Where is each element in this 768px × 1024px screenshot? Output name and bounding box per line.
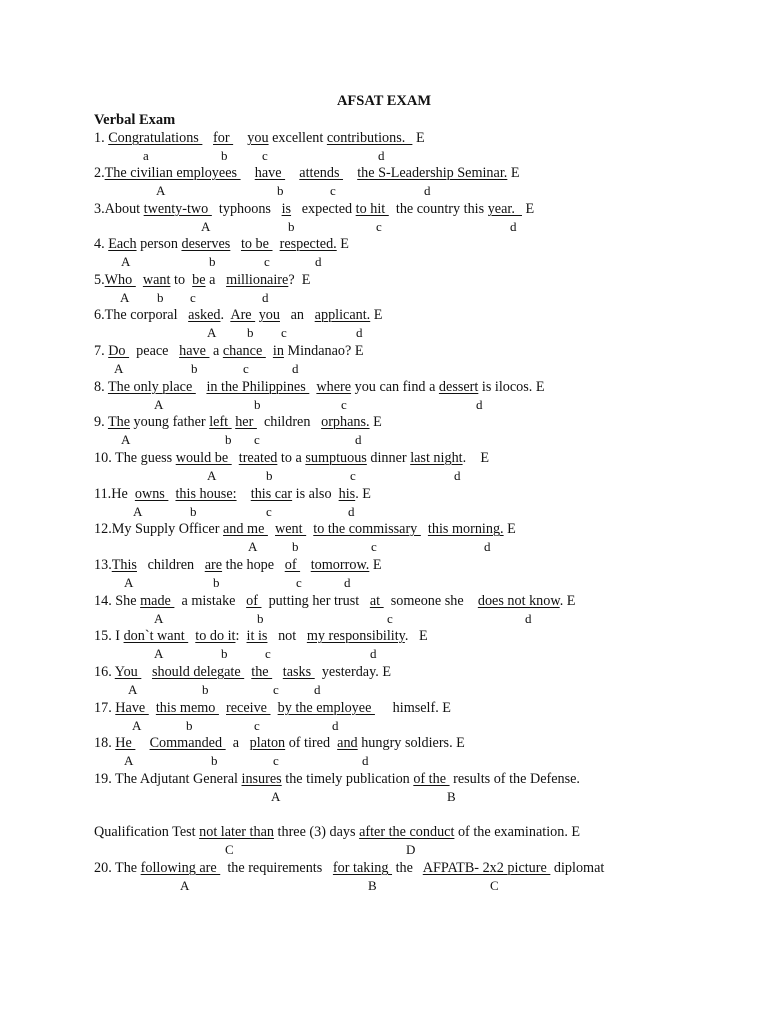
choice-letter: c (376, 219, 382, 234)
underlined-phrase: you (258, 307, 280, 323)
underlined-phrase: this memo (155, 700, 219, 716)
question-text (343, 165, 357, 181)
underlined-phrase: the (251, 664, 273, 680)
choice-letter: A (133, 504, 143, 519)
underlined-phrase: her (235, 414, 257, 430)
underlined-phrase: The (107, 414, 130, 430)
underlined-phrase: made (140, 593, 175, 609)
question-text: Mindanao? E (283, 343, 364, 359)
underlined-phrase: not later than (199, 824, 274, 840)
underlined-phrase: attends (299, 165, 344, 181)
choice-letter: c (341, 397, 347, 412)
choice-letter: c (262, 148, 268, 163)
underlined-phrase: his (338, 486, 356, 502)
choice-letter: c (254, 718, 260, 733)
choice-letter: b (209, 254, 216, 269)
choice-letter: A (207, 468, 217, 483)
choice-letter: B (368, 878, 377, 893)
choice-letter: b (247, 325, 254, 340)
question-text: 17. (94, 700, 116, 716)
underlined-phrase: tomorrow. (310, 557, 370, 573)
choice-letter: d (370, 646, 377, 661)
question-text: 12.My Supply Officer (94, 521, 223, 537)
choice-letter: A (121, 432, 131, 447)
choice-letter: c (266, 504, 272, 519)
underlined-phrase: AFPATB- 2x2 picture (422, 860, 551, 876)
choice-letter: d (314, 682, 321, 697)
question-text: person (136, 236, 182, 252)
choice-letter: b (157, 290, 164, 305)
underlined-phrase: left (209, 414, 232, 430)
question-text (272, 664, 283, 680)
question-text: 20. The (94, 860, 141, 876)
question-text: E (370, 307, 383, 323)
choice-letter: b (221, 646, 228, 661)
underlined-phrase: applicant. (314, 307, 371, 323)
choice-letter: A (180, 878, 190, 893)
question-text: three (3) days (273, 824, 360, 840)
underlined-phrase: went (275, 521, 307, 537)
question-text: putting her trust (261, 593, 370, 609)
question-text: 18. (94, 735, 116, 751)
underlined-phrase: at (369, 593, 384, 609)
underlined-phrase: my responsibility (306, 628, 405, 644)
underlined-phrase: this morning. (427, 521, 504, 537)
question-text (421, 521, 428, 537)
question-text: 16. (94, 664, 115, 680)
choice-letter: C (225, 842, 234, 857)
underlined-phrase: to the commissary (313, 521, 421, 537)
question-text: children (256, 414, 322, 430)
underlined-phrase: platon (249, 735, 286, 751)
underlined-phrase: and me (223, 521, 268, 537)
question-line (94, 486, 371, 503)
question-line (94, 414, 382, 431)
question-line (94, 521, 516, 538)
question-line (94, 628, 428, 645)
question-line (94, 201, 534, 218)
choice-letter: A (124, 753, 134, 768)
underlined-phrase: twenty-two (143, 201, 212, 217)
question-text: the hope (222, 557, 285, 573)
question-text (268, 521, 275, 537)
choice-letter: d (315, 254, 322, 269)
question-text: of the examination. E (454, 824, 581, 840)
question-line (94, 824, 580, 841)
choice-letter: b (292, 539, 299, 554)
question-line (94, 379, 545, 396)
question-text: 15. I (94, 628, 124, 644)
choice-letter: c (273, 753, 279, 768)
question-text: 11.He (94, 486, 135, 502)
choice-letter: C (490, 878, 499, 893)
question-text: the country this (388, 201, 488, 217)
choice-letter: b (221, 148, 228, 163)
question-text: a (205, 272, 227, 288)
question-text: an (279, 307, 315, 323)
underlined-phrase: would be (175, 450, 232, 466)
underlined-phrase: Who (104, 272, 136, 288)
question-text: the (392, 860, 423, 876)
question-text: to (170, 272, 193, 288)
choice-letter: c (296, 575, 302, 590)
question-text: E (521, 201, 535, 217)
question-text: Qualification Test (94, 824, 200, 840)
choice-letter: c (330, 183, 336, 198)
underlined-phrase: for (213, 130, 234, 146)
question-text: expected (291, 201, 356, 217)
question-text: 3.About (94, 201, 144, 217)
question-text: 9. (94, 414, 108, 430)
underlined-phrase: contributions. (326, 130, 413, 146)
choice-letter: d (292, 361, 299, 376)
question-text: children (136, 557, 205, 573)
question-text (237, 486, 251, 502)
underlined-phrase: are (204, 557, 223, 573)
choice-letter: A (156, 183, 166, 198)
choice-letter: c (273, 682, 279, 697)
choice-letter: A (271, 789, 281, 804)
choice-letter: A (124, 575, 134, 590)
underlined-phrase: asked (188, 307, 221, 323)
underlined-phrase: orphans. (321, 414, 370, 430)
underlined-phrase: Commanded (149, 735, 226, 751)
question-text: E (412, 130, 425, 146)
choice-letter: A (132, 718, 142, 733)
choice-letter: d (378, 148, 385, 163)
question-text: 14. She (94, 593, 141, 609)
underlined-phrase: deserves (181, 236, 231, 252)
choice-letter: d (424, 183, 431, 198)
choice-letter: d (484, 539, 491, 554)
underlined-phrase: the S-Leadership Seminar. (357, 165, 508, 181)
underlined-phrase: should delegate (151, 664, 245, 680)
underlined-phrase: this house: (175, 486, 237, 502)
choice-letter: c (371, 539, 377, 554)
question-line (94, 700, 451, 717)
question-text: E (503, 521, 516, 537)
choice-letter: A (201, 219, 211, 234)
choice-letter: d (476, 397, 483, 412)
choice-letter: A (154, 611, 164, 626)
choice-letter: b (277, 183, 284, 198)
choice-letter: d (356, 325, 363, 340)
choice-letter: b (186, 718, 193, 733)
choice-letter: d (510, 219, 517, 234)
underlined-phrase: this car (250, 486, 293, 502)
choice-letter: A (207, 325, 217, 340)
underlined-phrase: insures (241, 771, 282, 787)
question-text: E (336, 236, 349, 252)
question-text (196, 379, 207, 395)
question-text: the requirements (220, 860, 333, 876)
underlined-phrase: have (179, 343, 210, 359)
question-text: himself. E (374, 700, 451, 716)
question-text: is ilocos. E (478, 379, 545, 395)
choice-letter: b (190, 504, 197, 519)
question-text (219, 700, 226, 716)
choice-letter: c (243, 361, 249, 376)
question-text (273, 236, 280, 252)
choice-letter: b (202, 682, 209, 697)
underlined-phrase: chance (222, 343, 266, 359)
question-text: dinner (366, 450, 411, 466)
question-text: yesterday. E (314, 664, 392, 680)
question-text: ? E (288, 272, 311, 288)
choice-letter: A (114, 361, 124, 376)
question-line (94, 664, 391, 681)
question-text: 7. (94, 343, 109, 359)
choice-letter: d (344, 575, 351, 590)
question-text: E (507, 165, 520, 181)
choice-letter: b (288, 219, 295, 234)
underlined-phrase: respected. (279, 236, 337, 252)
question-text (135, 735, 149, 751)
question-text: : (235, 628, 247, 644)
question-text: . (220, 307, 231, 323)
underlined-phrase: The civilian employees (104, 165, 241, 181)
question-text (149, 700, 156, 716)
question-text: you can find a (351, 379, 439, 395)
underlined-phrase: have (254, 165, 286, 181)
question-text: 6.The corporal (94, 307, 189, 323)
choice-letter: b (254, 397, 261, 412)
choice-letter: A (154, 397, 164, 412)
choice-letter: A (248, 539, 258, 554)
underlined-phrase: following are (140, 860, 221, 876)
choice-letter: b (211, 753, 218, 768)
question-text (230, 236, 241, 252)
question-line (94, 307, 382, 324)
question-text (202, 130, 213, 146)
question-text: typhoons (211, 201, 282, 217)
underlined-phrase: and (337, 735, 358, 751)
choice-letter: A (120, 290, 130, 305)
underlined-phrase: dessert (438, 379, 479, 395)
choice-letter: d (454, 468, 461, 483)
question-text (141, 664, 152, 680)
underlined-phrase: after the conduct (359, 824, 455, 840)
underlined-phrase: owns (134, 486, 169, 502)
underlined-phrase: millionaire (226, 272, 289, 288)
underlined-phrase: of (284, 557, 301, 573)
question-text: 5. (94, 272, 105, 288)
underlined-phrase: The only place (107, 379, 196, 395)
question-line (94, 130, 425, 147)
choice-letter: b (266, 468, 273, 483)
question-text: 19. The Adjutant General (94, 771, 242, 787)
question-text (300, 557, 311, 573)
question-line (94, 343, 364, 360)
question-text: 4. (94, 236, 109, 252)
underlined-phrase: year. (487, 201, 522, 217)
choice-letter: c (387, 611, 393, 626)
underlined-phrase: for taking (332, 860, 393, 876)
question-text: 1. (94, 130, 109, 146)
underlined-phrase: Have (115, 700, 149, 716)
question-line (94, 557, 382, 574)
choice-letter: d (355, 432, 362, 447)
underlined-phrase: receive (226, 700, 271, 716)
underlined-phrase: be (192, 272, 206, 288)
underlined-phrase: you (247, 130, 269, 146)
question-text: results of the Defense. (449, 771, 580, 787)
choice-letter: A (128, 682, 138, 697)
underlined-phrase: in the Philippines (206, 379, 310, 395)
question-text: not (267, 628, 307, 644)
choice-letter: c (350, 468, 356, 483)
choice-letter: A (154, 646, 164, 661)
question-text: 2. (94, 165, 105, 181)
underlined-phrase: in (272, 343, 284, 359)
question-text: . E (559, 593, 576, 609)
choice-letter: c (264, 254, 270, 269)
question-text: the timely publication (281, 771, 414, 787)
choice-letter: b (225, 432, 232, 447)
underlined-phrase: Congratulations (108, 130, 203, 146)
question-text: peace (129, 343, 180, 359)
underlined-phrase: tasks (282, 664, 315, 680)
section-heading: Verbal Exam (94, 112, 176, 128)
underlined-phrase: He (115, 735, 136, 751)
choice-letter: b (191, 361, 198, 376)
question-text (232, 450, 239, 466)
question-text (285, 165, 299, 181)
question-text (233, 130, 247, 146)
choice-letter: D (406, 842, 416, 857)
question-text: 8. (94, 379, 108, 395)
question-text: young father (130, 414, 210, 430)
question-text: a mistake (174, 593, 247, 609)
underlined-phrase: don`t want (123, 628, 189, 644)
choice-letter: b (257, 611, 264, 626)
question-text (266, 343, 273, 359)
underlined-phrase: Are (230, 307, 256, 323)
question-text: 10. The guess (94, 450, 176, 466)
question-line (94, 450, 489, 467)
question-text: E (369, 414, 382, 430)
choice-letter: c (190, 290, 196, 305)
choice-letter: A (121, 254, 131, 269)
underlined-phrase: by the employee (277, 700, 375, 716)
question-line (94, 165, 520, 182)
question-text: . E (462, 450, 490, 466)
underlined-phrase: where (316, 379, 352, 395)
underlined-phrase: You (114, 664, 142, 680)
underlined-phrase: of the (413, 771, 450, 787)
choice-letter: d (332, 718, 339, 733)
choice-letter: c (281, 325, 287, 340)
choice-letter: d (362, 753, 369, 768)
question-text: someone she (383, 593, 478, 609)
choice-letter: d (262, 290, 269, 305)
question-text: . E (355, 486, 371, 502)
choice-letter: B (447, 789, 456, 804)
question-text (271, 700, 278, 716)
question-text: hungry soldiers. E (357, 735, 465, 751)
question-line (94, 860, 604, 877)
question-text: of tired (285, 735, 338, 751)
underlined-phrase: is (281, 201, 292, 217)
question-text: . E (404, 628, 428, 644)
page-title: AFSAT EXAM (336, 93, 432, 109)
choice-letter: b (213, 575, 220, 590)
question-text: a (209, 343, 223, 359)
underlined-phrase: last night (410, 450, 463, 466)
question-text: diplomat (550, 860, 605, 876)
choice-letter: c (254, 432, 260, 447)
question-text: a (225, 735, 250, 751)
choice-letter: d (348, 504, 355, 519)
underlined-phrase: sumptuous (305, 450, 367, 466)
question-line (94, 593, 575, 610)
underlined-phrase: to do it (195, 628, 236, 644)
question-text: to a (277, 450, 306, 466)
question-text: 13. (94, 557, 112, 573)
question-text: is also (292, 486, 339, 502)
underlined-phrase: to be (240, 236, 273, 252)
underlined-phrase: of (246, 593, 262, 609)
question-line (94, 236, 349, 253)
question-text: excellent (268, 130, 327, 146)
question-line (94, 771, 580, 788)
choice-letter: c (265, 646, 271, 661)
question-text: E (369, 557, 382, 573)
question-line (94, 272, 310, 289)
choice-letter: d (525, 611, 532, 626)
underlined-phrase: This (111, 557, 137, 573)
choice-letter: a (143, 148, 149, 163)
question-text (136, 272, 143, 288)
underlined-phrase: treated (238, 450, 278, 466)
underlined-phrase: it is (246, 628, 268, 644)
underlined-phrase: Do (108, 343, 130, 359)
underlined-phrase: want (142, 272, 171, 288)
underlined-phrase: does not know (477, 593, 560, 609)
underlined-phrase: to hit (355, 201, 389, 217)
underlined-phrase: Each (108, 236, 137, 252)
question-line (94, 735, 465, 752)
question-text (241, 165, 255, 181)
